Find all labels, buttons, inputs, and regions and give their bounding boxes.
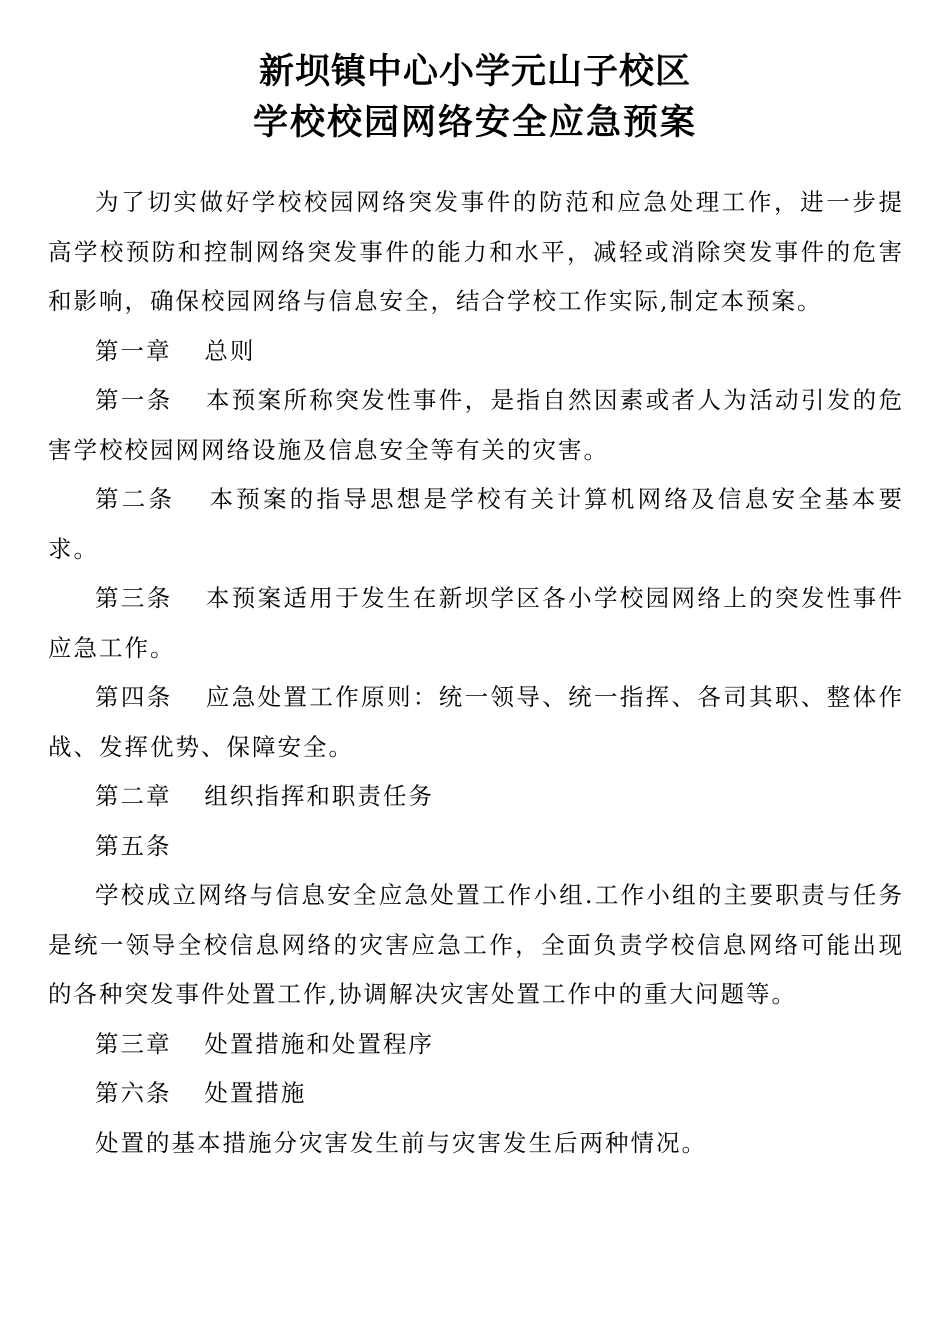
article-3: [48, 574, 904, 673]
chapter-3-label: 第三章: [95, 1029, 172, 1058]
chapter-2-heading: [48, 772, 904, 822]
document-title-line1: 新坝镇中心小学元山子校区: [258, 51, 691, 92]
chapter-2-label: 第二章: [95, 782, 172, 810]
article-1: [48, 376, 904, 475]
article-4-label: 第四条: [95, 683, 173, 711]
document-body: [48, 178, 904, 1168]
intro-paragraph: 为了切实做好学校校园网络突发事件的防范和应急处理工作，进一步提高学校预防和控制网络突发事件的能力和水平，减轻或消除突发事件的危害和影响，确保校园网络与信息安全，结合学校工作实际,制定本预案。: [48, 188, 904, 315]
article-6-text: 处置的基本措施分灾害发生前与灾害发生后两种情况。: [95, 1128, 707, 1157]
chapter-1-title: 总则: [204, 336, 256, 365]
article-6-label: 第六条: [95, 1079, 172, 1107]
article-2-label: 第二条: [95, 485, 176, 513]
article-4-text: 应急处置工作原则：统一领导、统一指挥、各司其职、整体作战、发挥优势、保障安全。: [48, 683, 905, 761]
article-6-title: 处置措施: [204, 1079, 307, 1107]
article-5-label: 第五条: [95, 831, 172, 860]
article-5-text: 学校成立网络与信息安全应急处置工作小组.工作小组的主要职责与任务是统一领导全校信息网络的灾害应急工作，全面负责学校信息网络可能出现的各种突发事件处置工作,协调解决灾害处置工作中的重大问题等。: [48, 881, 904, 1008]
article-5-heading: [48, 822, 904, 872]
chapter-3-heading: [48, 1020, 904, 1070]
article-6-heading: [48, 1069, 904, 1119]
chapter-1-heading: [48, 327, 904, 377]
article-1-text: 本预案所称突发性事件，是指自然因素或者人为活动引发的危害学校校园网网络设施及信息安全等有关的灾害。: [48, 386, 905, 464]
article-2-text: 本预案的指导思想是学校有关计算机网络及信息安全基本要求。: [48, 485, 905, 563]
document-title-line2: 学校校园网络安全应急预案: [252, 102, 697, 143]
article-1-label: 第一条: [95, 386, 173, 414]
chapter-2-title: 组织指挥和职责任务: [204, 782, 434, 810]
chapter-1-label: 第一章: [95, 336, 172, 365]
chapter-3-title: 处置措施和处置程序: [204, 1029, 434, 1058]
article-3-label: 第三条: [95, 584, 173, 612]
article-2: [48, 475, 904, 574]
article-3-text: 本预案适用于发生在新坝学区各小学校园网络上的突发性事件应急工作。: [48, 584, 905, 662]
article-4: [48, 673, 904, 772]
